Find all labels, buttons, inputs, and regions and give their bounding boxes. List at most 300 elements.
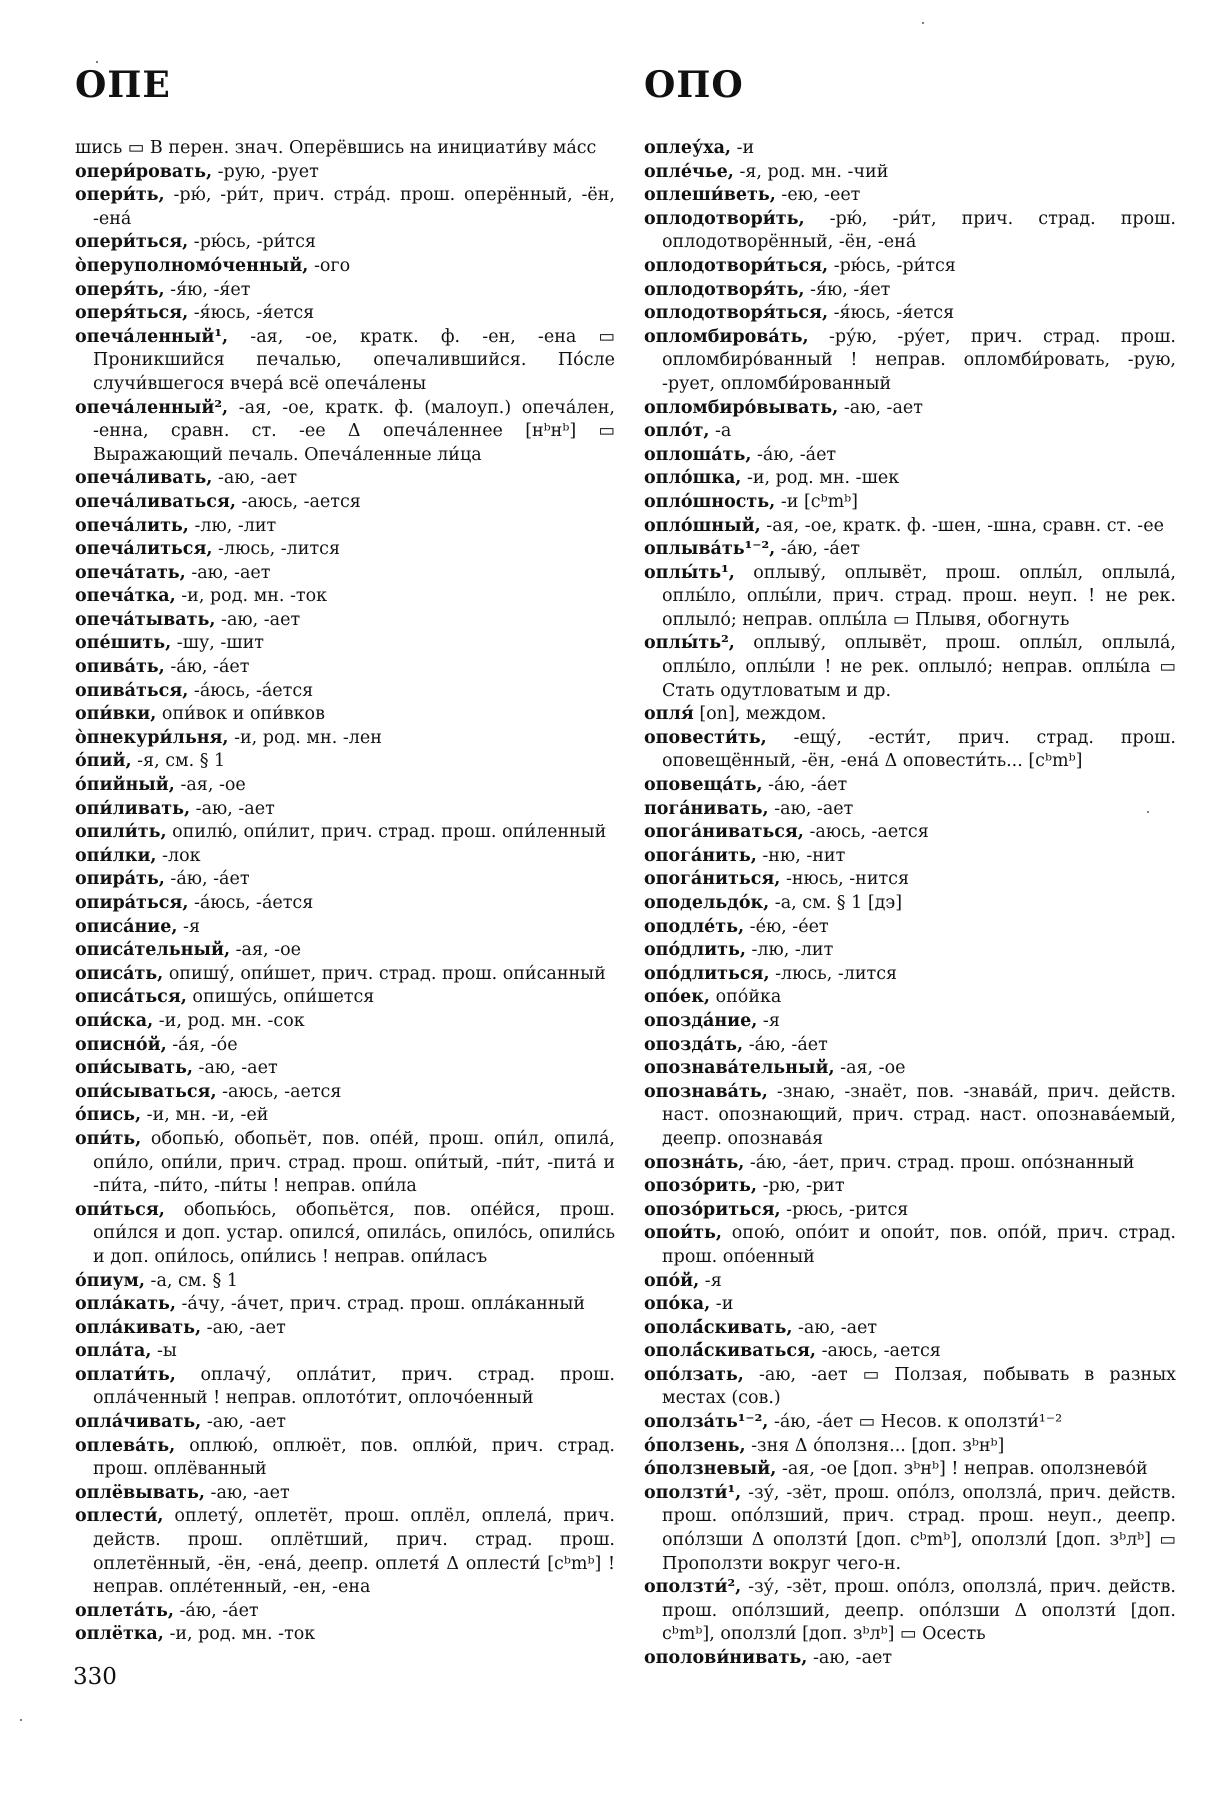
- entry-text: -я, род. мн. -чий: [733, 161, 889, 182]
- entry-text: -аю, -ает: [807, 1648, 893, 1668]
- dictionary-entry: [75, 1128, 615, 1199]
- dictionary-entry: [644, 939, 1176, 963]
- headword: опива́ть,: [75, 657, 165, 678]
- headword: ополá́скиваться,: [644, 1341, 817, 1362]
- entry-text: опою́, опо́ит и опои́т, пов. опо́й, прич. страд. прош. опо́енный: [662, 1223, 1176, 1267]
- entry-text: -е́ю, -е́ет: [744, 916, 829, 937]
- dictionary-entry: [644, 1293, 1176, 1317]
- headword: оплести́,: [75, 1506, 164, 1527]
- entry-text: -ая, -ое: [174, 775, 246, 796]
- dictionary-entry: [75, 680, 615, 704]
- headword: оплодотворя́ться,: [644, 303, 829, 324]
- entry-text: [on], междом.: [693, 704, 827, 725]
- dictionary-entry: [644, 1175, 1176, 1199]
- headword: о̀перуполномо́ченный,: [75, 255, 309, 276]
- headword: оперя́ть,: [75, 279, 165, 300]
- scan-speck: [96, 61, 98, 63]
- dictionary-entry: [75, 774, 615, 798]
- dictionary-entry: [75, 538, 615, 562]
- dictionary-entry: [75, 467, 615, 491]
- entry-text: -я, см. § 1: [131, 751, 226, 772]
- dictionary-entry: [644, 1411, 1176, 1435]
- headword: оплётка,: [75, 1624, 164, 1645]
- entry-text: опишу́, опи́шет, прич. страд. прош. опи́санный: [163, 963, 606, 984]
- headword: опозда́ть,: [644, 1034, 744, 1055]
- dictionary-entry: [75, 1199, 615, 1270]
- entry-text: -люсь, -лится: [769, 963, 898, 984]
- entry-text: оплыву́, оплывёт, прош. оплы́л, оплыла́, оплы́ло, оплы́ли, прич. страд. прош. неуп. ! не рек. оплыло́; неправ. оплы́ла ▭ Плывя, обогнуть: [662, 562, 1176, 630]
- entry-text: -аю, -ает: [192, 1058, 278, 1079]
- dictionary-entry: [75, 1081, 615, 1105]
- headword: опеча́ливаться,: [75, 491, 236, 512]
- entry-text: -ая, -ое: [230, 940, 301, 961]
- dictionary-entry: [644, 1482, 1176, 1576]
- headword: опломбирова́ть,: [644, 326, 809, 347]
- entry-text: -аю, -ает: [838, 397, 923, 418]
- dictionary-entry: [75, 750, 615, 774]
- headword: опеча́ленный²,: [75, 397, 229, 418]
- dictionary-entry: [75, 1010, 615, 1034]
- headword: оплоша́ть,: [644, 444, 752, 465]
- headword: опозо́риться,: [644, 1199, 781, 1220]
- entry-text: опилю́, опи́лит, прич. страд. прош. опи́ленный: [166, 822, 607, 843]
- headword: оплыва́ть¹⁻²,: [644, 539, 776, 560]
- headword: ополá́скивать,: [644, 1317, 793, 1338]
- headword: опива́ться,: [75, 680, 189, 701]
- headword: опеча́литься,: [75, 539, 213, 560]
- entry-text: -ещу́, -ести́т, прич. страд. прош. оповещённый, -ён, -ена́ Δ оповести́ть... [cᵇmᵇ]: [662, 727, 1176, 772]
- dictionary-entry: [644, 255, 1176, 279]
- dictionary-entry: [75, 1270, 615, 1294]
- entry-text: -а́ю, -а́ет ▭ Несов. к оползти́¹⁻²: [768, 1412, 1063, 1433]
- dictionary-entry: [644, 137, 1176, 161]
- dictionary-entry: [644, 562, 1176, 633]
- headword: о́пийный,: [75, 775, 175, 796]
- headword: опога́ниться,: [644, 869, 781, 890]
- dictionary-entry: [75, 632, 615, 656]
- entry-text: опи́вок и опи́вков: [156, 704, 325, 725]
- headword: опеча́ливать,: [75, 468, 213, 489]
- dictionary-entry: [644, 868, 1176, 892]
- entry-text: -а́ю, -а́ет: [164, 869, 250, 890]
- dictionary-entry: [75, 562, 615, 586]
- dictionary-entry: [644, 1199, 1176, 1223]
- headword: о́пиум,: [75, 1270, 145, 1291]
- entry-text: -и: [710, 1294, 734, 1315]
- headword: оплы́ть¹,: [644, 562, 735, 583]
- entry-text: -и, род. мн. -ток: [175, 586, 328, 607]
- dictionary-entry: [75, 326, 615, 397]
- headword: опла́та,: [75, 1341, 152, 1362]
- entry-text: -а́ю, -а́ет: [762, 775, 848, 796]
- dictionary-entry: [75, 868, 615, 892]
- entry-text: -лю, -лит: [188, 515, 277, 536]
- entry-text: -лок: [156, 845, 201, 866]
- headword: оплати́ть,: [75, 1364, 176, 1385]
- dictionary-entry: [75, 845, 615, 869]
- headword: опери́ровать,: [75, 161, 213, 182]
- dictionary-entry: [644, 420, 1176, 444]
- entry-text: -аюсь, -ается: [235, 491, 361, 512]
- headword: оповести́ть,: [644, 727, 767, 748]
- headword: опломбиро́вывать,: [644, 397, 839, 418]
- entry-text: -а́ю, -а́ет: [743, 1034, 828, 1055]
- dictionary-entry: [75, 963, 615, 987]
- headword: опле́чье,: [644, 161, 734, 182]
- headword: опла́чивать,: [75, 1412, 202, 1433]
- dictionary-entry: [644, 467, 1176, 491]
- entry-text: -аю, -ает: [212, 468, 298, 489]
- headword: оподле́ть,: [644, 916, 745, 937]
- headword: опо́длиться,: [644, 963, 770, 984]
- headword: описа́ть,: [75, 963, 164, 984]
- dictionary-entry: [75, 1600, 615, 1624]
- headword: о́ползневый,: [644, 1459, 777, 1480]
- entry-text: -аюсь, -ается: [216, 1081, 342, 1102]
- headword: опи́сывать,: [75, 1058, 193, 1079]
- entry-text: опишу́сь, опи́шется: [186, 987, 375, 1008]
- dictionary-entry: [75, 491, 615, 515]
- headword: опо́лзать,: [644, 1364, 744, 1385]
- headword: опло́шный,: [644, 515, 761, 536]
- headword: оплóт,: [644, 421, 710, 442]
- entry-text: -а́юсь, -а́ется: [188, 680, 314, 701]
- entry-text: -рю, -рит: [757, 1176, 845, 1197]
- entry-text: -рю́сь, -ри́тся: [828, 255, 956, 276]
- dictionary-entry: [644, 632, 1176, 703]
- entry-text: -аю, -ает: [201, 1317, 286, 1338]
- headword: описно́й,: [75, 1034, 167, 1055]
- dictionary-entry: [75, 1057, 615, 1081]
- entry-text: -а, см. § 1 [дэ]: [769, 893, 903, 913]
- headword: опля́: [644, 704, 694, 725]
- dictionary-entry: [75, 161, 615, 185]
- dictionary-entry: [75, 515, 615, 539]
- headword: опло́шность,: [644, 491, 776, 512]
- entry-text: -а́юсь, -а́ется: [188, 893, 314, 913]
- dictionary-entry: [75, 1317, 615, 1341]
- dictionary-entry: [644, 1647, 1176, 1671]
- entry-text: шись ▭ В перен. знач. Оперёвшись на инициати́ву ма́сс: [75, 138, 597, 158]
- entry-text: -ая, -ое, кратк. ф. (малоуп.) опеча́лен, -енна, сравн. ст. -ее Δ опеча́леннее [нᵇнᵇ] ▭ Выражающий печаль. Опеча́ленные ли́ца: [93, 397, 615, 465]
- headword: опи́ска,: [75, 1010, 154, 1031]
- entry-text: -рюсь, -рится: [780, 1199, 909, 1220]
- dictionary-entry: [75, 939, 615, 963]
- headword: описа́ться,: [75, 987, 187, 1008]
- headword: ополови́нивать,: [644, 1648, 808, 1668]
- dictionary-entry: [75, 1623, 615, 1647]
- headword: оперя́ться,: [75, 303, 189, 324]
- dictionary-entry: [75, 609, 615, 633]
- dictionary-entry: [644, 1081, 1176, 1152]
- headword: опили́ть,: [75, 822, 167, 843]
- dictionary-entry: [644, 986, 1176, 1010]
- dictionary-entry: [75, 1104, 615, 1128]
- dictionary-entry: [644, 1152, 1176, 1176]
- headword: опла́кать,: [75, 1294, 176, 1315]
- headword: пога́нивать,: [644, 798, 769, 819]
- dictionary-entry: [644, 326, 1176, 397]
- entry-text: -я́ю, -я́ет: [164, 279, 251, 300]
- entry-text: -ы: [151, 1341, 177, 1362]
- headword: оплеу́ха,: [644, 138, 732, 158]
- entry-text: -и [cᵇmᵇ]: [775, 491, 858, 512]
- entry-text: -знаю, -знаёт, пов. -знава́й, прич. действ. наст. опознающий, прич. страд. наст. опознава́емый, деепр. опознава́я: [662, 1081, 1176, 1149]
- dictionary-entry: [644, 444, 1176, 468]
- running-head-left: ОПЕ: [75, 64, 171, 106]
- dictionary-entry: [75, 703, 615, 727]
- entry-text: -и, мн. -и, -ей: [141, 1105, 269, 1126]
- headword: опеча́тка,: [75, 586, 176, 607]
- headword: опи́ть,: [75, 1128, 142, 1149]
- entry-text: -и, род. мн. -лен: [228, 727, 382, 748]
- headword: опо́длить,: [644, 940, 746, 961]
- entry-text: оплету́, оплетёт, прош. оплёл, оплела́, прич. действ. прош. оплётший, прич. страд. прош. оплетённый, -ён, -ена́, деепр. оплетя́ Δ оплести́ [cᵇmᵇ] ! неправ. оплéтенный, -ен, -ена: [93, 1506, 615, 1598]
- dictionary-entry: [644, 963, 1176, 987]
- dictionary-entry: [644, 161, 1176, 185]
- headword: опла́кивать,: [75, 1317, 202, 1338]
- headword: оползти́²,: [644, 1577, 742, 1598]
- dictionary-entry: [644, 727, 1176, 774]
- headword: оплёвывать,: [75, 1482, 205, 1503]
- entry-text: -шу, -шит: [171, 633, 264, 654]
- headword: опознава́ть,: [644, 1081, 768, 1102]
- entry-text: -я: [177, 916, 201, 937]
- dictionary-entry: [75, 302, 615, 326]
- dictionary-entry: [644, 302, 1176, 326]
- entry-text: -я́юсь, -я́ется: [188, 303, 315, 324]
- entry-text: -аю, -ает: [215, 609, 301, 630]
- dictionary-entry: [75, 986, 615, 1010]
- dictionary-entry: [75, 656, 615, 680]
- entry-text: -я: [757, 1010, 780, 1031]
- entry-text: -аю, -ает ▭ Ползая, побывать в разных местах (сов.): [662, 1364, 1176, 1409]
- headword: описа́ние,: [75, 916, 178, 937]
- scan-speck: [1147, 811, 1149, 813]
- headword: опери́ть,: [75, 185, 165, 206]
- dictionary-entry: [75, 798, 615, 822]
- dictionary-entry: [75, 916, 615, 940]
- entry-text: -а́ю, -а́ет: [751, 444, 837, 465]
- dictionary-entry: [644, 1576, 1176, 1647]
- dictionary-entry: [75, 1034, 615, 1058]
- headword: оплы́ть²,: [644, 633, 735, 654]
- dictionary-entry: [644, 208, 1176, 255]
- dictionary-entry: [644, 1364, 1176, 1411]
- dictionary-entry: [644, 798, 1176, 822]
- entry-text: опо́йка: [710, 987, 782, 1008]
- entry-text: -зу́, -зёт, прош. опо́лз, оползла́, прич. действ. прош. опо́лзший, прич. страд. прош. неуп., деепр. опо́лзши Δ оползти́ [доп. cᵇmᵇ], оползли́ [доп. зᵇлᵇ] ▭ Проползти вокруг чего-н.: [662, 1482, 1176, 1574]
- headword: опло́шка,: [644, 468, 742, 489]
- entry-text: -ая, -ое, кратк. ф. -ен, -ена ▭ Проникшийся печалью, опечалившийся. По́сле случи́вшегося вчера́ всё опеча́лены: [93, 326, 615, 394]
- entry-text: обопью́, обопьёт, пов. опе́й, прош. опи́л, опила́, опи́ло, опи́ли, прич. страд. прош. опи́тый, -пи́т, -пита́ и -пи́та, -пи́то, -пи́ты ! неправ. опи́ла: [93, 1128, 615, 1197]
- dictionary-entry: [75, 727, 615, 751]
- headword: опери́ться,: [75, 232, 189, 253]
- entry-text: -люсь, -лится: [212, 539, 340, 560]
- dictionary-entry: [75, 231, 615, 255]
- entry-text: -аю, -ает: [792, 1317, 878, 1338]
- entry-text: -ая, -ое: [834, 1058, 906, 1079]
- dictionary-entry: [644, 774, 1176, 798]
- entry-text: оплюю́, оплюёт, пов. оплю́й, прич. страд. прош. оплёванный: [93, 1435, 615, 1480]
- dictionary-entry: [644, 703, 1176, 727]
- dictionary-entry: [75, 397, 615, 468]
- headword: опи́вки,: [75, 704, 157, 725]
- entry-text: -а́ю, -а́ет: [164, 657, 250, 678]
- dictionary-entry: [644, 1340, 1176, 1364]
- entry-text: -лю, -лит: [745, 940, 834, 961]
- entry-text: -аюсь, -ается: [803, 822, 929, 843]
- dictionary-entry: [75, 279, 615, 303]
- entry-text: -я́юсь, -я́ется: [828, 303, 955, 324]
- headword: опи́сываться,: [75, 1081, 217, 1102]
- headword: опеча́тывать,: [75, 609, 216, 630]
- headword: опозда́ние,: [644, 1010, 758, 1031]
- entry-text: -и: [731, 138, 755, 158]
- headword: опозна́ть,: [644, 1152, 745, 1173]
- headword: опога́нить,: [644, 845, 757, 866]
- entry-text: -а́ю, -а́ет: [775, 539, 860, 560]
- dictionary-entry: [75, 1482, 615, 1506]
- headword: оплева́ть,: [75, 1435, 176, 1456]
- headword: опо́ек,: [644, 987, 711, 1008]
- headword: оплодотвори́ться,: [644, 255, 829, 276]
- entry-text: -ого: [308, 255, 351, 276]
- dictionary-entry: [75, 255, 615, 279]
- headword: оплодотвори́ть,: [644, 208, 805, 229]
- headword: опира́ться,: [75, 893, 189, 913]
- dictionary-entry: [75, 585, 615, 609]
- headword: опо́й,: [644, 1270, 700, 1291]
- dictionary-entry: [75, 892, 615, 916]
- dictionary-entry: [75, 1435, 615, 1482]
- entry-text: -и, род. мн. -сок: [153, 1010, 305, 1031]
- running-head-right: ОПО: [644, 64, 744, 106]
- entry-text: -а: [709, 421, 732, 442]
- entry-text: -аю, -ает: [204, 1482, 290, 1503]
- dictionary-entry: [644, 279, 1176, 303]
- dictionary-entry: [644, 821, 1176, 845]
- entry-text: -я: [699, 1270, 722, 1291]
- dictionary-entry: [75, 1293, 615, 1317]
- headword: опога́ниваться,: [644, 822, 804, 843]
- entry-text: оплачу́, опла́тит, прич. страд. прош. опла́ченный ! неправ. оплото́тит, оплочо́енный: [93, 1364, 615, 1409]
- headword: оплета́ть,: [75, 1600, 174, 1621]
- dictionary-entry: [644, 1034, 1176, 1058]
- entry-text: -аю, -ает: [768, 798, 854, 819]
- headword: о́ползень,: [644, 1435, 746, 1456]
- entry-text: -а́ю, -а́ет: [173, 1600, 259, 1621]
- dictionary-entry: [644, 916, 1176, 940]
- entry-text: -рую, -рует: [212, 161, 319, 182]
- dictionary-entry: [75, 184, 615, 231]
- headword: опеча́ленный¹,: [75, 326, 229, 347]
- headword: описа́тельный,: [75, 940, 231, 961]
- entry-text: -а́ю, -а́ет, прич. страд. прош. опо́знанный: [744, 1152, 1135, 1173]
- dictionary-entry: [644, 1317, 1176, 1341]
- scan-speck: [20, 1719, 22, 1721]
- entry-text: -а, см. § 1: [144, 1270, 238, 1291]
- headword: оползти́¹,: [644, 1482, 742, 1503]
- entry-text: -аю, -ает: [185, 562, 271, 583]
- entry-text: -а́я, -о́е: [166, 1034, 238, 1055]
- dictionary-entry: [644, 1270, 1176, 1294]
- dictionary-entry: [644, 1222, 1176, 1269]
- headword: оплеши́веть,: [644, 185, 776, 206]
- headword: оподельдо́к,: [644, 893, 770, 913]
- headword: опозо́рить,: [644, 1176, 758, 1197]
- headword: оплодотворя́ть,: [644, 279, 805, 300]
- entry-text: -ню, -нит: [756, 845, 846, 866]
- scan-speck: [922, 22, 924, 24]
- dictionary-entry: [644, 397, 1176, 421]
- headword: о́пий,: [75, 751, 132, 772]
- headword: о̀пнекури́льня,: [75, 727, 229, 748]
- dictionary-entry: [644, 1458, 1176, 1482]
- entry-text: -рю́, -ри́т, прич. страд. прош. оплодотворённый, -ён, -ена́: [662, 208, 1176, 253]
- headword: оползáть¹⁻²,: [644, 1412, 769, 1433]
- page-number: 330: [73, 1664, 117, 1690]
- dictionary-entry: [644, 491, 1176, 515]
- dictionary-entry: [75, 1364, 615, 1411]
- dictionary-entry: [75, 821, 615, 845]
- entry-text: -ею, -еет: [775, 185, 861, 206]
- headword: о́пись,: [75, 1105, 142, 1126]
- entry-text: -я́ю, -я́ет: [804, 279, 891, 300]
- dictionary-entry: [644, 184, 1176, 208]
- entry-text: -а́чу, -а́чет, прич. страд. прош. опла́канный: [175, 1294, 586, 1315]
- entry-text: -ру́ю, -ру́ет, прич. страд. прош. опломбиро́ванный ! неправ. опломби́ровать, -рую, -рует, опломби́рованный: [662, 326, 1176, 394]
- headword: опо́ка,: [644, 1294, 711, 1315]
- dictionary-entry: [644, 892, 1176, 916]
- dictionary-entry: [644, 515, 1176, 539]
- dictionary-entry: [75, 1505, 615, 1599]
- entry-text: -и, род. мн. -ток: [163, 1624, 316, 1645]
- entry-text: обопью́сь, обопьётся, пов. опе́йся, прош. опи́лся и доп. устар. опился́, опила́сь, опило́сь, опили́сь и доп. опи́лось, опи́лись ! неправ. опи́ласъ: [93, 1199, 615, 1267]
- headword: опира́ть,: [75, 869, 165, 890]
- headword: опеча́тать,: [75, 562, 186, 583]
- headword: оповеща́ть,: [644, 775, 763, 796]
- entry-text: -нюсь, -нится: [780, 869, 909, 890]
- headword: опи́лки,: [75, 845, 157, 866]
- dictionary-entry: [644, 1010, 1176, 1034]
- entry-text: -ая, -ое [доп. зᵇнᵇ] ! неправ. оползнево́й: [776, 1459, 1148, 1480]
- entry-text: -рю́сь, -ри́тся: [188, 232, 316, 253]
- headword: опе́шить,: [75, 633, 172, 654]
- entry-text: -зня Δ о́ползня... [доп. зᵇнᵇ]: [745, 1435, 1005, 1456]
- dictionary-entry: [644, 1435, 1176, 1459]
- right-column: [644, 137, 1176, 1671]
- entry-text: -аюсь, -ается: [816, 1341, 941, 1362]
- entry-text: -зу́, -зёт, прош. опо́лз, оползла́, прич. действ. прош. опо́лзший, деепр. опо́лзши Δ оползти́ [доп. cᵇmᵇ], оползли́ [доп. зᵇлᵇ] ▭ Осесть: [662, 1577, 1176, 1645]
- dictionary-entry: [644, 538, 1176, 562]
- headword: опи́ться,: [75, 1199, 165, 1220]
- dictionary-entry: [75, 1340, 615, 1364]
- entry-text: -аю, -ает: [190, 798, 275, 819]
- entry-text: -и, род. мн. -шек: [741, 468, 900, 489]
- dictionary-entry: [644, 845, 1176, 869]
- dictionary-entry: [75, 1411, 615, 1435]
- dictionary-entry: [644, 1057, 1176, 1081]
- dictionary-entry: [75, 137, 615, 161]
- entry-text: оплыву́, оплывёт, прош. оплы́л, оплыла́, оплы́ло, оплы́ли ! не рек. оплыло́; неправ. оплы́ла ▭ Стать одутловатым и др.: [662, 633, 1176, 701]
- left-column: [75, 137, 615, 1647]
- entry-text: -рю́, -ри́т, прич. стра́д. прош. оперённый, -ён, -ена́: [93, 185, 615, 229]
- entry-text: -ая, -ое, кратк. ф. -шен, -шна, сравн. ст. -ее: [760, 515, 1164, 536]
- headword: опои́ть,: [644, 1223, 722, 1244]
- headword: опознава́тельный,: [644, 1058, 835, 1079]
- headword: опи́ливать,: [75, 798, 191, 819]
